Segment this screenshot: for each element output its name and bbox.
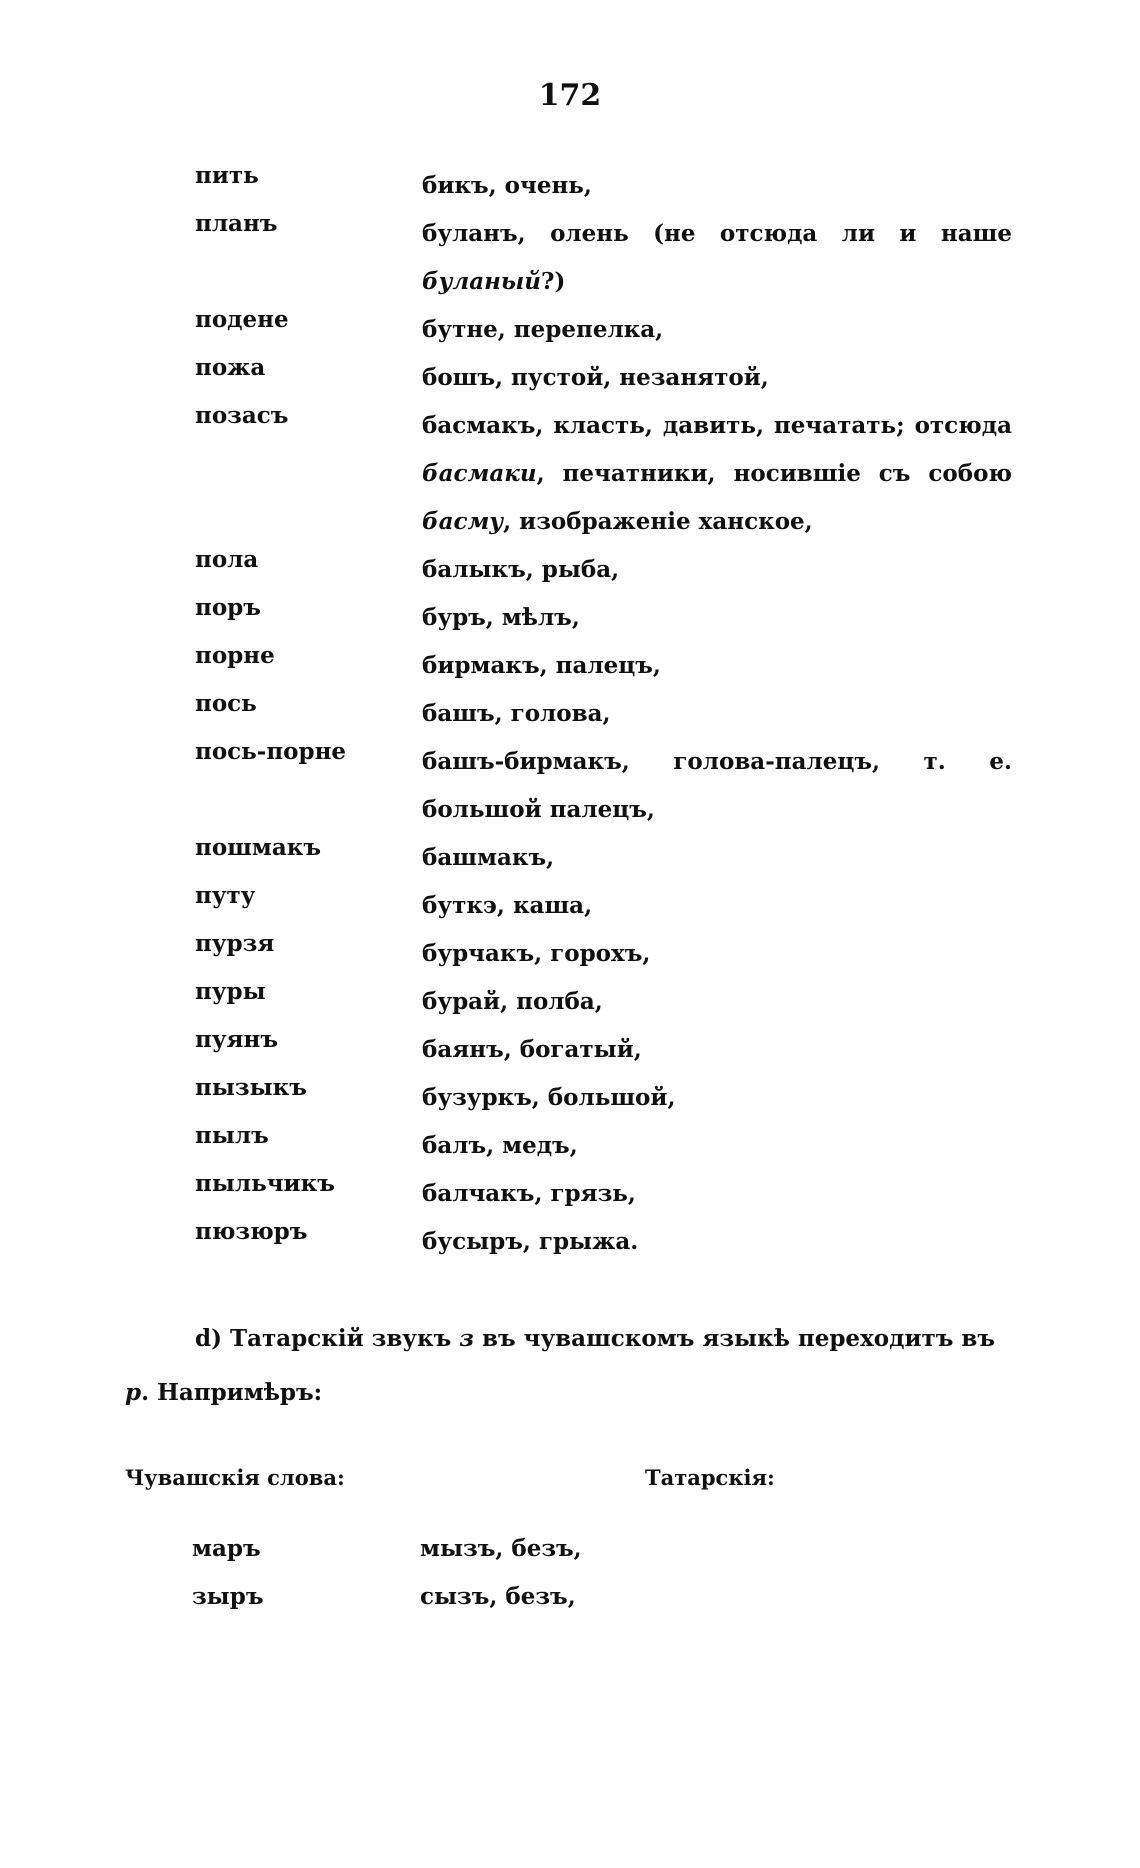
example-tatar: мызъ, безъ, [420,1535,582,1562]
entry-row [0,402,1140,546]
entry-definition [422,930,1012,978]
entry-row [0,978,1140,1026]
entry-definition-text: бурай, полба, [422,988,603,1015]
entry-row [0,642,1140,690]
entry-definition-text: балыкъ, рыба, [422,556,620,583]
column-heading-chuvash: Чувашскія слова: [125,1465,345,1490]
example-row [0,1535,1140,1583]
entry-definition-text: балъ, медъ, [422,1132,578,1159]
entry-row [0,210,1140,306]
entry-definition [422,834,1012,882]
entry-definition [422,738,1012,834]
entry-italic-word: басму [422,508,504,535]
entry-definition-text: башмакъ, [422,844,555,871]
entry-row [0,930,1140,978]
entry-definition-text: бусыръ, грыжа. [422,1228,639,1255]
entry-definition-text: басмакъ, класть, давить, печатать; отсюда [422,412,1012,439]
section-paragraph [125,1312,1012,1420]
entry-headword: пола [195,546,259,573]
entry-italic-word: басмаки [422,460,537,487]
entry-definition-text: баянъ, богатый, [422,1036,642,1063]
example-chuvash: зыръ [192,1583,264,1610]
entry-row [0,882,1140,930]
entry-definition-text: ?) [541,268,566,295]
column-headings [125,1465,1025,1490]
entry-definition-text: бошъ, пустой, незанятой, [422,364,769,391]
entry-row [0,1122,1140,1170]
entry-row [0,1170,1140,1218]
entry-headword: пожа [195,354,266,381]
entry-definition [422,1218,1012,1266]
entry-row [0,834,1140,882]
entry-headword: пылъ [195,1122,269,1149]
entry-definition [422,642,1012,690]
entry-definition-text: буръ, мѣлъ, [422,604,580,631]
entry-row [0,690,1140,738]
entry-headword: пуянъ [195,1026,279,1053]
entry-definition [422,546,1012,594]
entry-definition-text: бузуркъ, большой, [422,1084,676,1111]
entry-headword: пить [195,162,259,189]
entry-headword: пурзя [195,930,275,957]
entry-headword: путу [195,882,256,909]
entry-definition-text: , печатники, носившіе съ собою [536,460,1012,487]
entry-row [0,546,1140,594]
entry-definition-text: , изображеніе ханское, [503,508,813,535]
entry-definition-text: башъ, голова, [422,700,611,727]
entry-definition [422,594,1012,642]
example-row [0,1583,1140,1631]
entry-headword: порне [195,642,275,669]
entry-definition [422,210,1012,306]
entry-row [0,354,1140,402]
example-tatar: сызъ, безъ, [420,1583,576,1610]
entry-headword: пыльчикъ [195,1170,335,1197]
entry-definition [422,882,1012,930]
entry-row [0,162,1140,210]
entry-definition-text: бутне, перепелка, [422,316,664,343]
entry-italic-word: буланый [422,268,541,295]
entry-definition [422,1074,1012,1122]
page-number: 172 [538,78,602,113]
entry-row [0,738,1140,834]
paragraph-prefix: d) Татарскій звукъ [195,1325,460,1352]
entry-definition-text: башъ-бирмакъ, голова-палецъ, т. е. большой палецъ, [422,748,1012,823]
entry-definition-text: буткэ, каша, [422,892,593,919]
entry-headword: пось [195,690,257,717]
column-heading-tatar: Татарскія: [645,1465,775,1490]
paragraph-suffix: . Напримѣръ: [141,1379,323,1406]
entry-row [0,1074,1140,1122]
entry-definition-text: бикъ, очень, [422,172,592,199]
dictionary-entries [0,162,1140,1266]
entry-definition [422,354,1012,402]
entry-row [0,594,1140,642]
entry-definition [422,1170,1012,1218]
paragraph-letter-r: р [125,1379,142,1406]
entry-headword: пось-порне [195,738,347,765]
entry-headword: пошмакъ [195,834,322,861]
entry-definition [422,690,1012,738]
example-list [0,1535,1140,1631]
entry-definition [422,402,1012,546]
entry-headword: планъ [195,210,278,237]
entry-definition [422,978,1012,1026]
entry-headword: пуры [195,978,266,1005]
example-chuvash: маръ [192,1535,261,1562]
entry-row [0,306,1140,354]
paragraph-middle: въ чувашскомъ языкѣ переходитъ въ [473,1325,996,1352]
entry-definition-text: бирмакъ, палецъ, [422,652,661,679]
entry-definition [422,162,1012,210]
entry-headword: подене [195,306,289,333]
entry-definition-text: балчакъ, грязь, [422,1180,636,1207]
entry-row [0,1218,1140,1266]
paragraph-letter-z: з [459,1325,474,1352]
entry-definition [422,1122,1012,1170]
entry-definition-text: бурчакъ, горохъ, [422,940,651,967]
entry-row [0,1026,1140,1074]
entry-definition-text: буланъ, олень (не отсюда ли и наше [422,220,1012,247]
entry-definition [422,306,1012,354]
entry-headword: пызыкъ [195,1074,307,1101]
entry-headword: поръ [195,594,261,621]
entry-headword: пюзюръ [195,1218,308,1245]
entry-headword: позасъ [195,402,289,429]
entry-definition [422,1026,1012,1074]
